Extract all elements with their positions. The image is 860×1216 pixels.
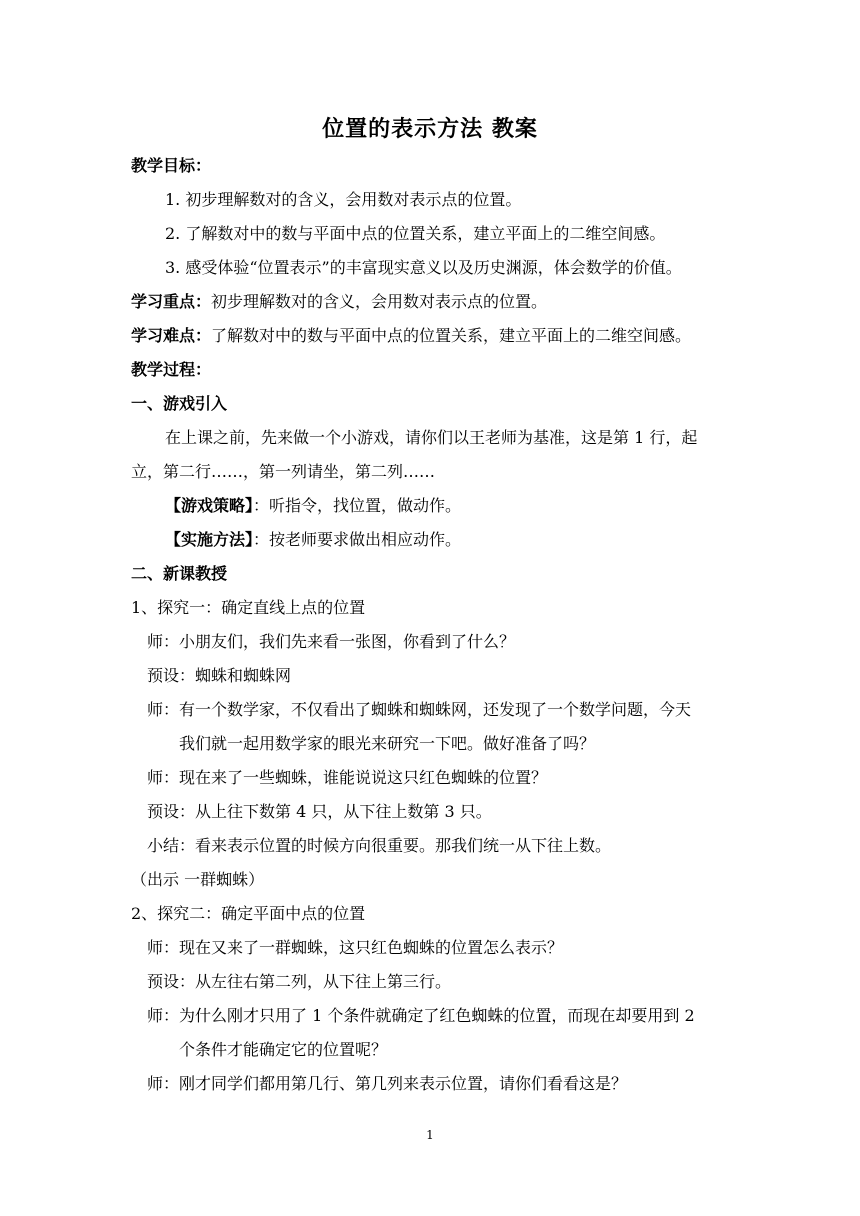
key-point [131, 291, 547, 313]
dialogue-line: 小结：看来表示位置的时候方向很重要。那我们统一从下往上数。 [147, 836, 612, 855]
objective-item: 2. 了解数对中的数与平面中点的位置关系，建立平面上的二维空间感。 [165, 224, 666, 243]
section2-heading: 二、新课教授 [131, 564, 228, 583]
page-number: 1 [426, 1128, 434, 1142]
dialogue-line: 我们就一起用数学家的眼光来研究一下吧。做好准备了吗？ [179, 734, 596, 753]
implementation-method-text: ：按老师要求做出相应动作。 [253, 530, 462, 549]
game-strategy-text: ：听指令，找位置，做动作。 [253, 496, 462, 515]
game-strategy [165, 495, 461, 517]
objectives-heading: 教学目标： [131, 156, 212, 175]
dialogue-line: 预设：蜘蛛和蜘蛛网 [147, 666, 292, 685]
section1-heading: 一、游戏引入 [131, 394, 228, 413]
objective-item: 1. 初步理解数对的含义，会用数对表示点的位置。 [165, 190, 522, 209]
key-point-text: 初步理解数对的含义，会用数对表示点的位置。 [211, 292, 548, 311]
dialogue-line: 师：小朋友们，我们先来看一张图，你看到了什么？ [147, 632, 516, 651]
section1-paragraph-line2: 立，第二行……，第一列请坐，第二列…… [131, 462, 436, 481]
explore1-heading: 1、探究一：确定直线上点的位置 [131, 598, 366, 617]
implementation-method-label: 【实施方法】 [165, 530, 254, 549]
section1-paragraph-line1: 在上课之前，先来做一个小游戏，请你们以王老师为基准，这是第 1 行，起 [165, 428, 698, 447]
dialogue-line: 师：现在来了一些蜘蛛，谁能说说这只红色蜘蛛的位置？ [147, 768, 548, 787]
game-strategy-label: 【游戏策略】 [165, 496, 254, 515]
difficult-point-text: 了解数对中的数与平面中点的位置关系，建立平面上的二维空间感。 [211, 326, 692, 345]
key-point-label: 学习重点： [131, 292, 212, 311]
document-title: 位置的表示方法 教案 [322, 116, 538, 142]
dialogue-line: 师：刚才同学们都用第几行、第几列来表示位置，请你们看看这是？ [147, 1074, 628, 1093]
dialogue-line: 预设：从左往右第二列，从下往上第三行。 [147, 972, 452, 991]
dialogue-line: 个条件才能确定它的位置呢？ [179, 1040, 388, 1059]
difficult-point [131, 325, 691, 347]
dialogue-line: 师：现在又来了一群蜘蛛，这只红色蜘蛛的位置怎么表示？ [147, 938, 564, 957]
process-heading: 教学过程： [131, 360, 212, 379]
dialogue-line: 师：有一个数学家，不仅看出了蜘蛛和蜘蛛网，还发现了一个数学问题，今天 [147, 700, 692, 719]
explore2-heading: 2、探究二：确定平面中点的位置 [131, 904, 366, 923]
objective-item: 3. 感受体验“位置表示”的丰富现实意义以及历史渊源，体会数学的价值。 [165, 258, 682, 277]
difficult-point-label: 学习难点： [131, 326, 212, 345]
dialogue-line: 预设：从上往下数第 4 只，从下往上数第 3 只。 [147, 802, 492, 821]
dialogue-line: 师：为什么刚才只用了 1 个条件就确定了红色蜘蛛的位置，而现在却要用到 2 [147, 1006, 695, 1025]
implementation-method [165, 529, 461, 551]
dialogue-line: （出示 一群蜘蛛） [131, 870, 265, 889]
